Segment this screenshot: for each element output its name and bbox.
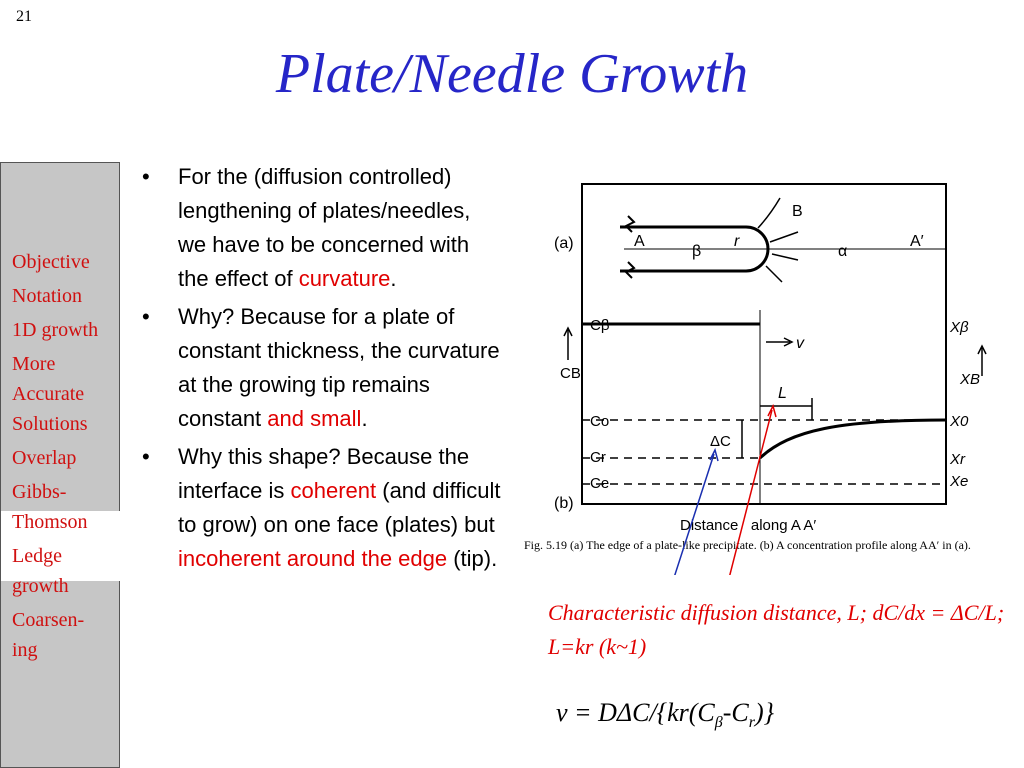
sidebar-item-coarsening[interactable]: Coarsen-ing [12, 609, 85, 661]
sidebar-item-overlap[interactable]: Overlap [12, 447, 77, 469]
sidebar-item-more-accurate[interactable]: More Accurate Solutions [12, 353, 88, 435]
fig-label-dC: ΔC [710, 433, 731, 450]
sidebar-item-1d-growth[interactable]: 1D growth [12, 319, 99, 341]
bullet-item: • For the (diffusion controlled) lengthening of plates/needles, we have to be concerned with the effect of curvature. [142, 160, 504, 296]
sidebar-nav [0, 162, 120, 768]
fig-label-beta: β [692, 243, 702, 260]
fig-label-X-r: Xr [950, 451, 965, 468]
fig-label-C-e: Ce [590, 475, 610, 492]
fig-label-a: (a) [554, 235, 574, 252]
fig-label-alpha: α [838, 243, 848, 260]
fig-label-A-prime: A′ [910, 233, 924, 250]
fig-label-C-beta: Cβ [590, 317, 610, 334]
velocity-equation: v = DΔC/$\{kr(C_\beta-C_r)\}$ [556, 698, 775, 732]
fig-label-A: A [634, 233, 645, 250]
slide-number: 21 [16, 8, 32, 25]
figure-caption: Fig. 5.19 (a) The edge of a plate-like precipitate. (b) A concentration profile along AA′ in (a). [524, 538, 971, 552]
fig-label-L: L [778, 385, 787, 402]
sidebar-item-notation[interactable]: Notation [12, 285, 82, 307]
fig-label-X-beta: Xβ [950, 319, 969, 336]
bullet-list [142, 160, 504, 580]
fig-label-B: B [792, 203, 803, 220]
fig-label-v: v [796, 335, 804, 352]
fig-label-r: r [734, 233, 740, 250]
diffusion-distance-annotation: Characteristic diffusion distance, L; dC/dx = ΔC/L; L=kr (k~1) [548, 600, 1005, 659]
slide-title: Plate/Needle Growth [275, 43, 749, 105]
fig-label-X-e: Xe [950, 473, 969, 490]
fig-xaxis-label: Distance along A A′ [680, 517, 817, 534]
fig-label-X-0: X0 [950, 413, 969, 430]
sidebar-item-objective[interactable]: Objective [12, 251, 90, 273]
concentration-profile-figure [520, 170, 1020, 575]
bullet-item: • Why? Because for a plate of constant thickness, the curvature at the growing tip remains constant and small. [142, 300, 504, 436]
fig-label-C-0: Co [590, 413, 610, 430]
sidebar-item-gibbs-thomson[interactable]: Gibbs-Thomson [12, 481, 88, 533]
bullet-item: • Why this shape? Because the interface is coherent (and difficult to grow) on one face (plates) but incoherent around the edge (tip). [142, 440, 504, 576]
fig-label-X-B: XB [960, 371, 981, 388]
fig-label-C-B: CB [560, 365, 581, 382]
fig-label-C-r: Cr [590, 449, 606, 466]
sidebar-item-ledge-growth[interactable]: Ledge growth [12, 545, 69, 597]
fig-label-b: (b) [554, 495, 574, 512]
